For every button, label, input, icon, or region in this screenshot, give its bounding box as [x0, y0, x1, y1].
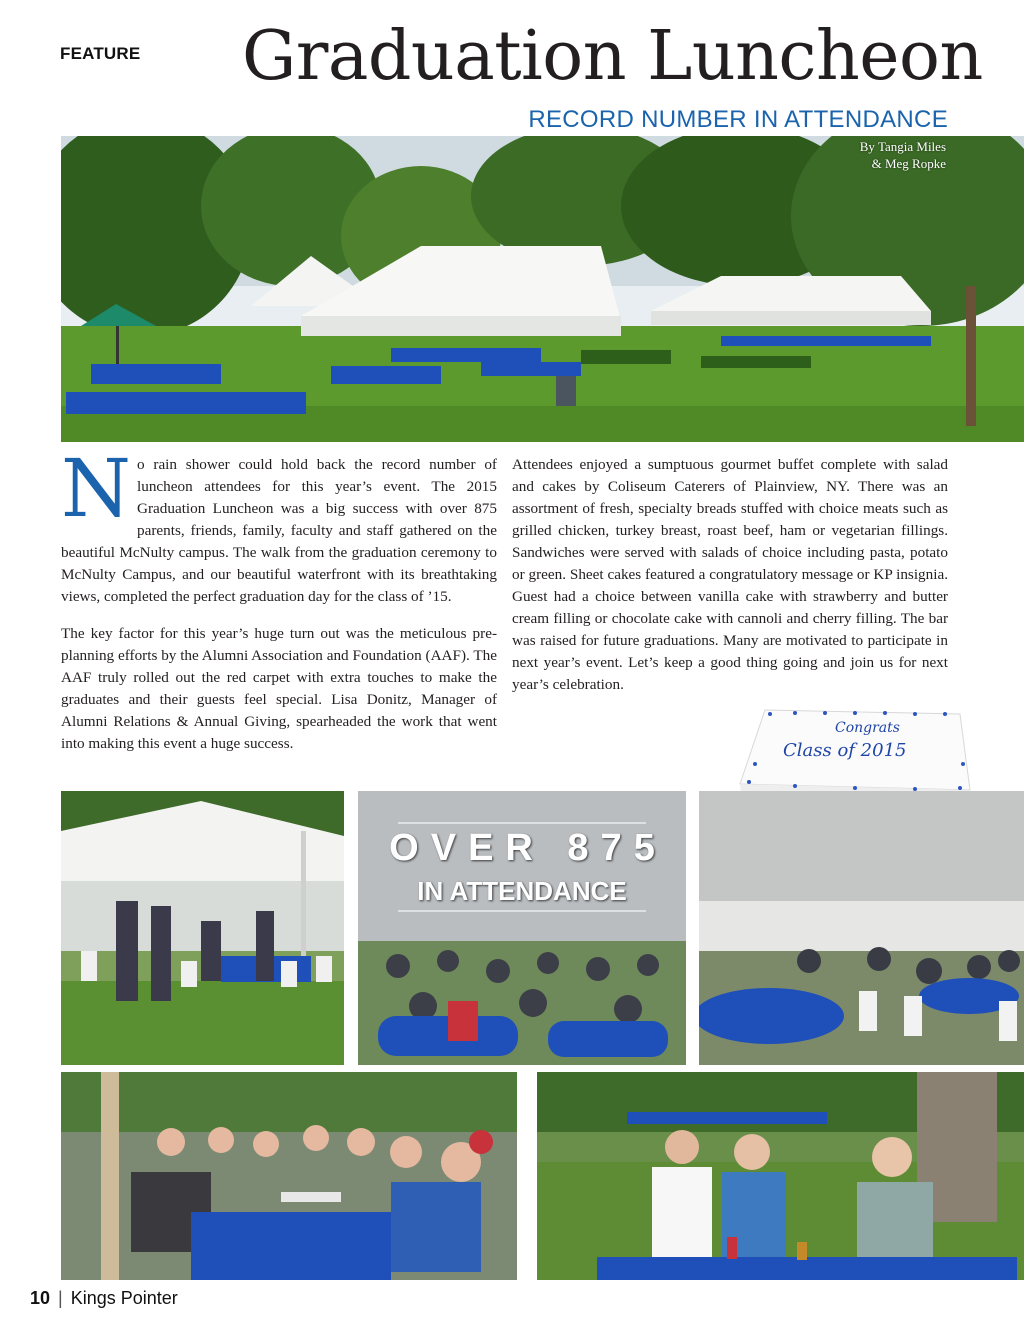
attendance-caption: IN ATTENDANCE	[417, 876, 627, 906]
cake-text-congrats: Congrats	[835, 720, 900, 736]
paragraph-1-text: o rain shower could hold back the record number of luncheon attendees for this year’s event. The 2015 Graduation Luncheon was a big success with over 875 parents, friends, family, faculty and staff gathered on the beautiful McNulty campus. The walk from the graduation ceremony to McNulty Campus, and our beautiful waterfront with its breathtaking views, completed the perfect graduation day for the class of ’15.	[61, 456, 497, 605]
byline-author-2: & Meg Ropke	[871, 156, 946, 171]
page-number: 10	[30, 1288, 51, 1308]
photo-tent-guests	[61, 791, 344, 1065]
drop-cap: N	[61, 442, 131, 535]
publication-name: Kings Pointer	[70, 1288, 178, 1308]
photo-three-women	[537, 1072, 1024, 1280]
paragraph-3: Attendees enjoyed a sumptuous gourmet buffet complete with salad and cakes by Coliseum Caterers of Plainview, NY. There was an assortment of fresh, specialty breads stuffed with choice meats such as grilled chicken, turkey breast, roast beef, ham or vegetarian fillings. Sandwiches were served with salads of choice including pasta, potato or green. Sheet cakes featured a congratulatory message or KP insignia. Guest had a choice between vanilla cake with strawberry and butter cream filling or chocolate cake with cannoli and cherry filling. The bar was raised for future graduations. Many are motivated to participate in next year’s event. Let’s keep a good thing going and join us for next year’s celebration.	[512, 456, 948, 693]
byline-author-1: By Tangia Miles	[859, 139, 946, 154]
article-column-1	[61, 442, 497, 770]
section-label: FEATURE	[60, 44, 141, 63]
cake-photo	[735, 704, 975, 800]
overlay-rule-top	[398, 822, 646, 824]
article-title: Graduation Luncheon	[242, 17, 983, 96]
photo-guests-table	[61, 1072, 517, 1280]
paragraph-2: The key factor for this year’s huge turn out was the meticulous pre-planning efforts by the Alumni Association and Foundation (AAF). The AAF truly rolled out the red carpet with extra touches to make the graduates and their guests feel special. Lisa Donitz, Manager of Alumni Relations & Annual Giving, spearheaded the work that went into making this event a huge success.	[61, 625, 497, 752]
article-column-2	[512, 454, 948, 711]
overlay-rule-bottom	[398, 910, 646, 912]
attendance-count: OVER 875	[389, 827, 667, 869]
page-footer	[30, 1288, 178, 1309]
footer-separator: |	[58, 1288, 63, 1308]
byline	[860, 138, 946, 172]
cake-text-class: Class of 2015	[783, 740, 907, 761]
attendance-overlay	[358, 822, 686, 912]
paragraph-1	[61, 442, 497, 608]
hero-photo-tents	[61, 136, 1024, 442]
photo-tent-tables	[699, 791, 1024, 1065]
article-subtitle: RECORD NUMBER IN ATTENDANCE	[528, 106, 948, 133]
